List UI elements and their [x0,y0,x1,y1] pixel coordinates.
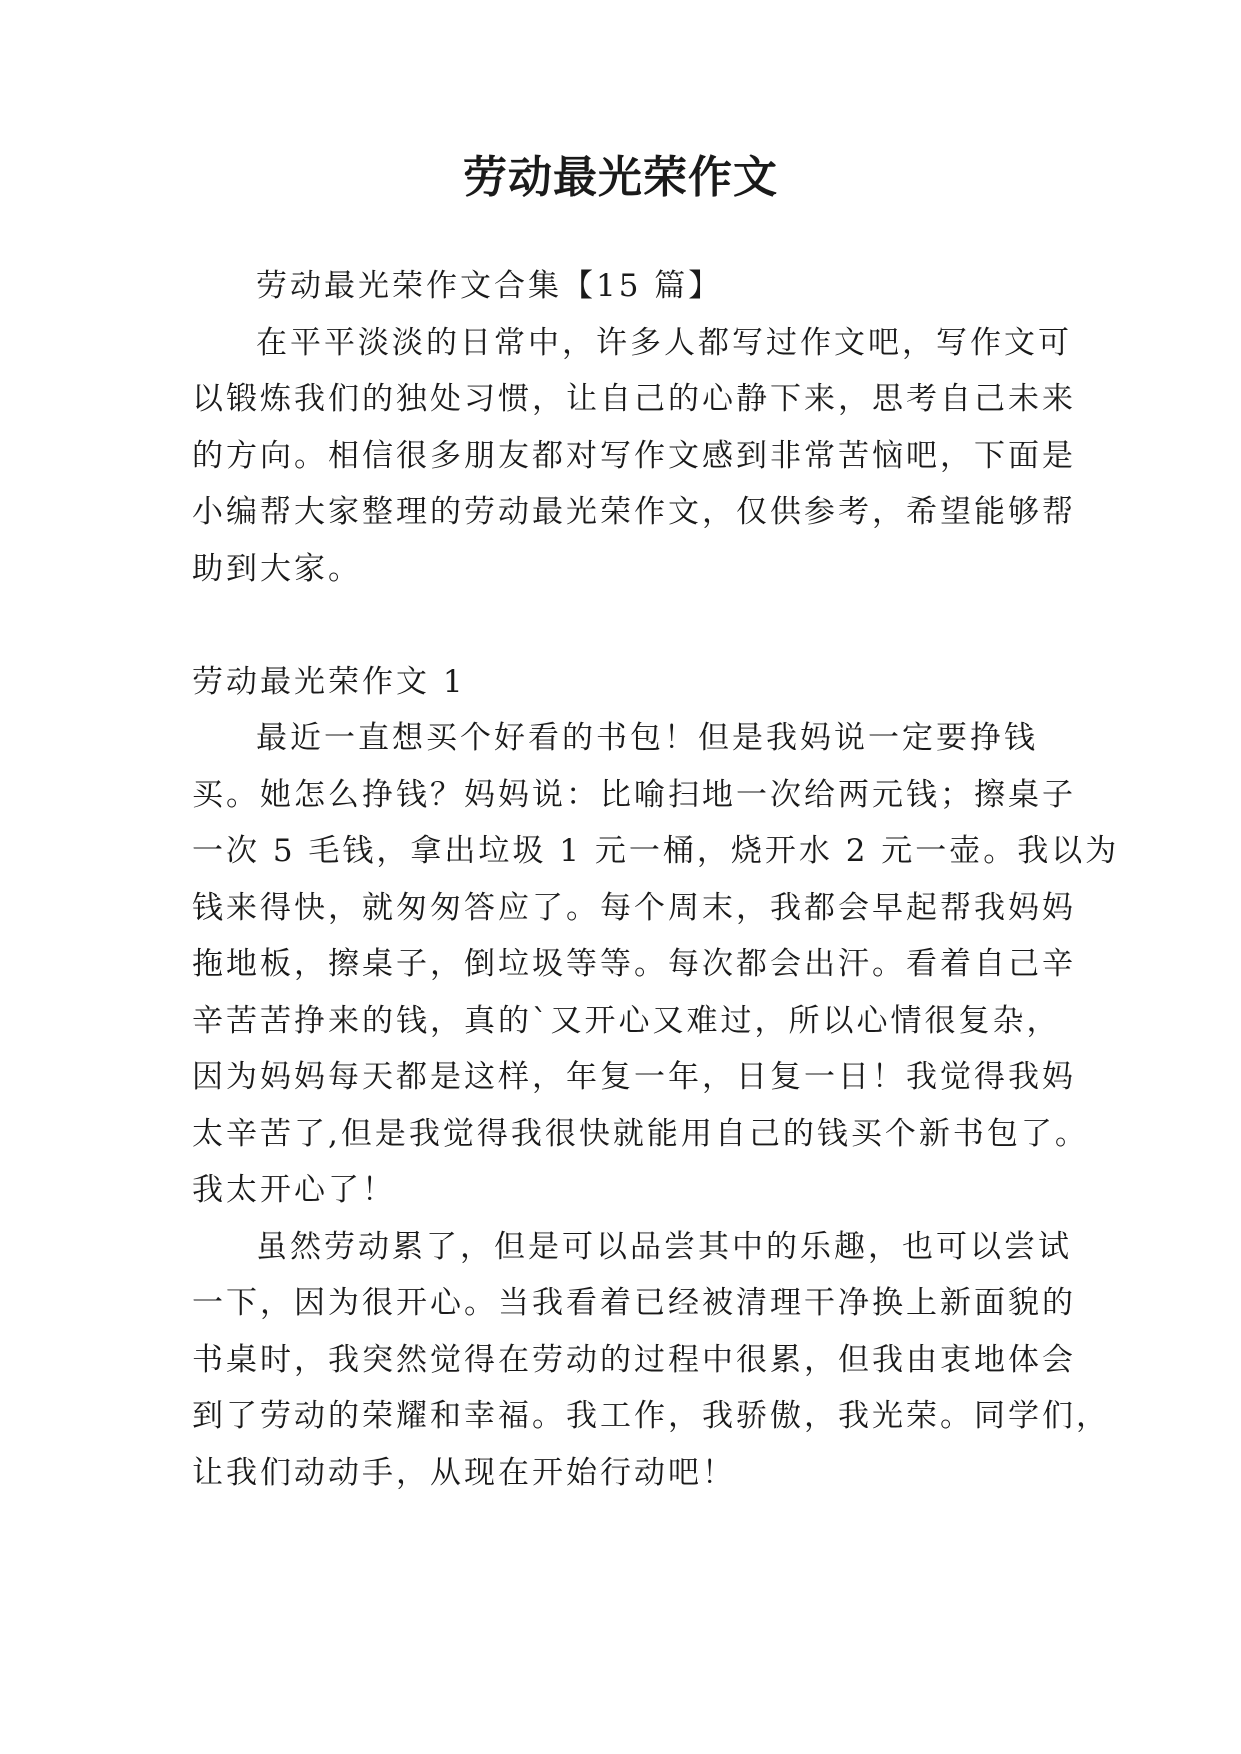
section-paragraph-2 [192,1219,1110,1502]
intro-line: 助到大家。 [192,550,362,587]
paragraph-line: 辛苦苦挣来的钱，真的`又开心又难过，所以心情很复杂， [192,1002,1061,1039]
intro-line: 小编帮大家整理的劳动最光荣作文，仅供参考，希望能够帮 [192,494,1076,530]
section-spacer [192,597,1052,654]
paragraph-line: 一下，因为很开心。当我看着已经被清理干净换上新面貌的 [192,1285,1076,1321]
paragraph-line: 让我们动动手，从现在开始行动吧！ [192,1454,736,1491]
section-heading: 劳动最光荣作文 1 [192,663,466,700]
intro-line: 以锻炼我们的独处习惯，让自己的心静下来，思考自己未来 [192,381,1076,417]
document-title: 劳动最光荣作文 [463,152,778,203]
paragraph-line: 太辛苦了,但是我觉得我很快就能用自己的钱买个新书包了。 [192,1115,1089,1152]
intro-line: 在平平淡淡的日常中，许多人都写过作文吧，写作文可 [256,324,1072,361]
document-body [192,258,1120,1501]
paragraph-line: 因为妈妈每天都是这样，年复一年，日复一日！我觉得我妈 [192,1059,1076,1095]
paragraph-line: 买。她怎么挣钱？妈妈说：比喻扫地一次给两元钱；擦桌子 [192,776,1076,813]
paragraph-line: 钱来得快，就匆匆答应了。每个周末，我都会早起帮我妈妈 [192,889,1076,926]
paragraph-line: 到了劳动的荣耀和幸福。我工作，我骄傲，我光荣。同学们， [192,1398,1110,1434]
paragraph-line: 我太开心了！ [192,1172,396,1208]
intro-paragraph [192,315,1076,598]
paragraph-line: 一次 5 毛钱，拿出垃圾 1 元一桶，烧开水 2 元一壶。我以为 [192,833,1120,869]
paragraph-line: 最近一直想买个好看的书包！但是我妈说一定要挣钱 [256,720,1038,756]
paragraph-line: 虽然劳动累了，但是可以品尝其中的乐趣，也可以尝试 [256,1228,1072,1265]
document-subtitle: 劳动最光荣作文合集【15 篇】 [256,268,723,304]
intro-line: 的方向。相信很多朋友都对写作文感到非常苦恼吧，下面是 [192,437,1076,474]
paragraph-line: 书桌时，我突然觉得在劳动的过程中很累，但我由衷地体会 [192,1341,1076,1378]
paragraph-line: 拖地板，擦桌子，倒垃圾等等。每次都会出汗。看着自己辛 [192,946,1076,982]
section-paragraph-1 [192,710,1120,1219]
